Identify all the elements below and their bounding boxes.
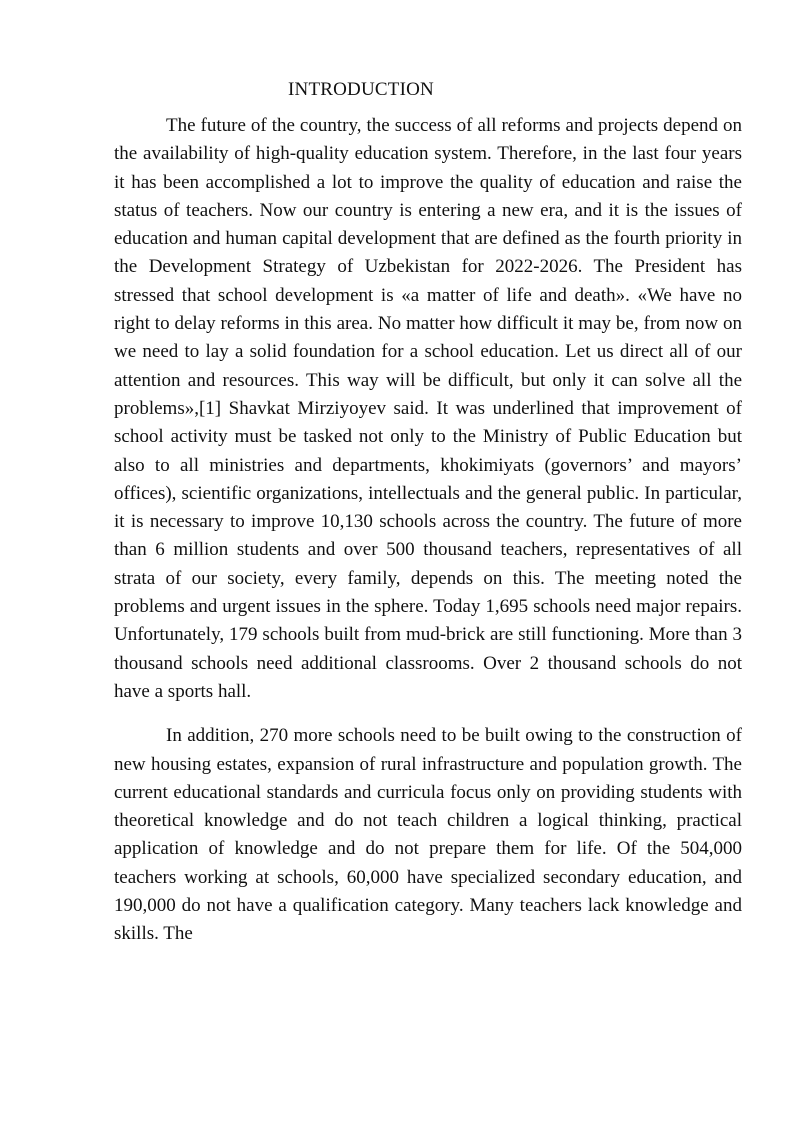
section-heading: INTRODUCTION <box>288 79 434 100</box>
body-paragraph-2: In addition, 270 more schools need to be built owing to the construction of new housing estates, expansion of rural infrastructure and population growth. The current educational standards and curricula focus only on providing students with theoretical knowledge and do not teach children a logical thinking, practical application of knowledge and do not prepare them for life. Of the 504,000 teachers working at schools, 60,000 have specialized secondary education, and 190,000 do not have a qualification category. Many teachers lack knowledge and skills. The <box>114 725 742 945</box>
document-page <box>114 76 742 949</box>
body-paragraph-1: The future of the country, the success of all reforms and projects depend on the availability of high-quality education system. Therefore, in the last four years it has been accomplished a lot to improve the quality of education and raise the status of teachers. Now our country is entering a new era, and it is the issues of education and human capital development that are defined as the fourth priority in the Development Strategy of Uzbekistan for 2022-2026. The President has stressed that school development is «a matter of life and death». «We have no right to delay reforms in this area. No matter how difficult it may be, from now on we need to lay a solid foundation for a school education. Let us direct all of our attention and resources. This way will be difficult, but only it can solve all the problems»,[1] Shavkat Mirziyoyev said. It was underlined that improvement of school activity must be tasked not only to the Ministry of Public Education but also to all ministries and departments, khokimiyats (governors’ and mayors’ offices), scientific organizations, intellectuals and the general public. In particular, it is necessary to improve 10,130 schools across the country. The future of more than 6 million students and over 500 thousand teachers, representatives of all strata of our society, every family, depends on this. The meeting noted the problems and urgent issues in the sphere. Today 1,695 schools need major repairs. Unfortunately, 179 schools built from mud-brick are still functioning. More than 3 thousand schools need additional classrooms. Over 2 thousand schools do not have a sports hall. <box>114 115 742 702</box>
